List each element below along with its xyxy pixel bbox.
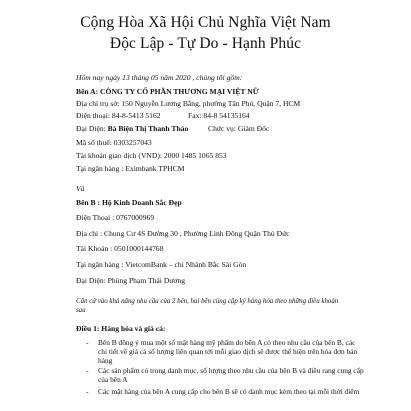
bullet-marker: -	[86, 338, 89, 347]
party-a-phone-row	[76, 111, 250, 120]
party-a-bank: Tại ngân hàng : Eximbank TPHCM	[76, 164, 185, 173]
party-a-rep-name: Bà Biện Thị Thanh Thảo	[107, 124, 189, 133]
party-a-account: Tài khoản giao dịch (VND): 2000 1485 1065 853	[76, 151, 227, 160]
article-1-bullet-1-line-2: chi tiết về giá cả số lượng liên quan tới mỗi giao dịch sẽ được thể hiện trên hóa đơn bán	[98, 347, 358, 356]
date-line: Hôm nay ngày 13 tháng 05 năm 2020 , chúng tôi gồm:	[76, 73, 243, 82]
party-b-account: Tài Khoản : 0501000144768	[76, 244, 164, 253]
party-a-tax-code: Mã số thuế: 0303257043	[76, 138, 152, 147]
article-1-bullet-1-line-1: Bên B đồng ý mua một số mặt hàng mỹ phẩm do bên A có theo nhu cầu của bên B, các	[98, 338, 356, 347]
national-title: Cộng Hòa Xã Hội Chủ Nghĩa Việt Nam	[80, 14, 331, 31]
bullet-marker: -	[86, 366, 89, 375]
article-1-bullet-3-line-1: Các mặt hàng của bên A cung cấp cho bên B sẽ có danh mục kèm theo tại mỗi thời điểm	[98, 387, 360, 396]
party-a-rep-row	[76, 124, 270, 133]
party-a-position: Chức vụ: Giám Đốc	[208, 124, 270, 133]
party-a-address: Địa chỉ trụ sở: 150 Nguyễn Lương Bằng, phường Tân Phú, Quận 7, HCM	[76, 99, 301, 108]
party-a-phone: Điện thoại: 84-8-5413 5162	[76, 111, 161, 120]
article-1-bullet-1-line-3: hàng	[98, 356, 113, 365]
party-a-fax: Fax: 84-8 54135164	[188, 111, 250, 120]
agreement-line-2: sau	[76, 307, 86, 314]
party-b-title: Bên B : Hộ Kinh Doanh Sắc Đẹp	[76, 198, 182, 207]
party-a-rep-label: Đại Diện:	[76, 124, 108, 133]
party-b-bank: Tại ngân hàng : VietcomBank – chi Nhánh Bắc Sài Gòn	[76, 260, 247, 269]
party-b-phone: Điện Thoại : 0767000969	[76, 213, 155, 222]
party-a-title: Bên A: CÔNG TY CỔ PHẦN THƯƠNG MẠI VIỆT NỮ	[76, 87, 259, 96]
article-1-bullet-2-line-1: Các sản phẩm có trong danh mục, số lượng theo nhu cầu của bên B và điều rang cung cấp	[98, 366, 364, 375]
article-1-bullet-2-line-2: của bên A	[98, 375, 128, 384]
agreement-line-1: Căn cứ vào khả năng nhu cầu của 2 bên, hai bên cùng cập ký hàng hóa theo những điều khoản	[76, 298, 339, 305]
national-motto: Độc Lập - Tự Do - Hạnh Phúc	[109, 35, 302, 52]
party-b-address: Địa chỉ : Chung Cư 4S Đường 30 , Phường Linh Đông Quận Thủ Đức	[76, 229, 290, 238]
article-1-title: Điều 1: Hàng hóa và giá cả:	[76, 324, 166, 333]
bullet-marker: -	[86, 387, 89, 396]
and-label: Và	[76, 184, 85, 193]
party-b-rep: Đại Diện: Phùng Phạm Thái Dương	[76, 276, 186, 285]
